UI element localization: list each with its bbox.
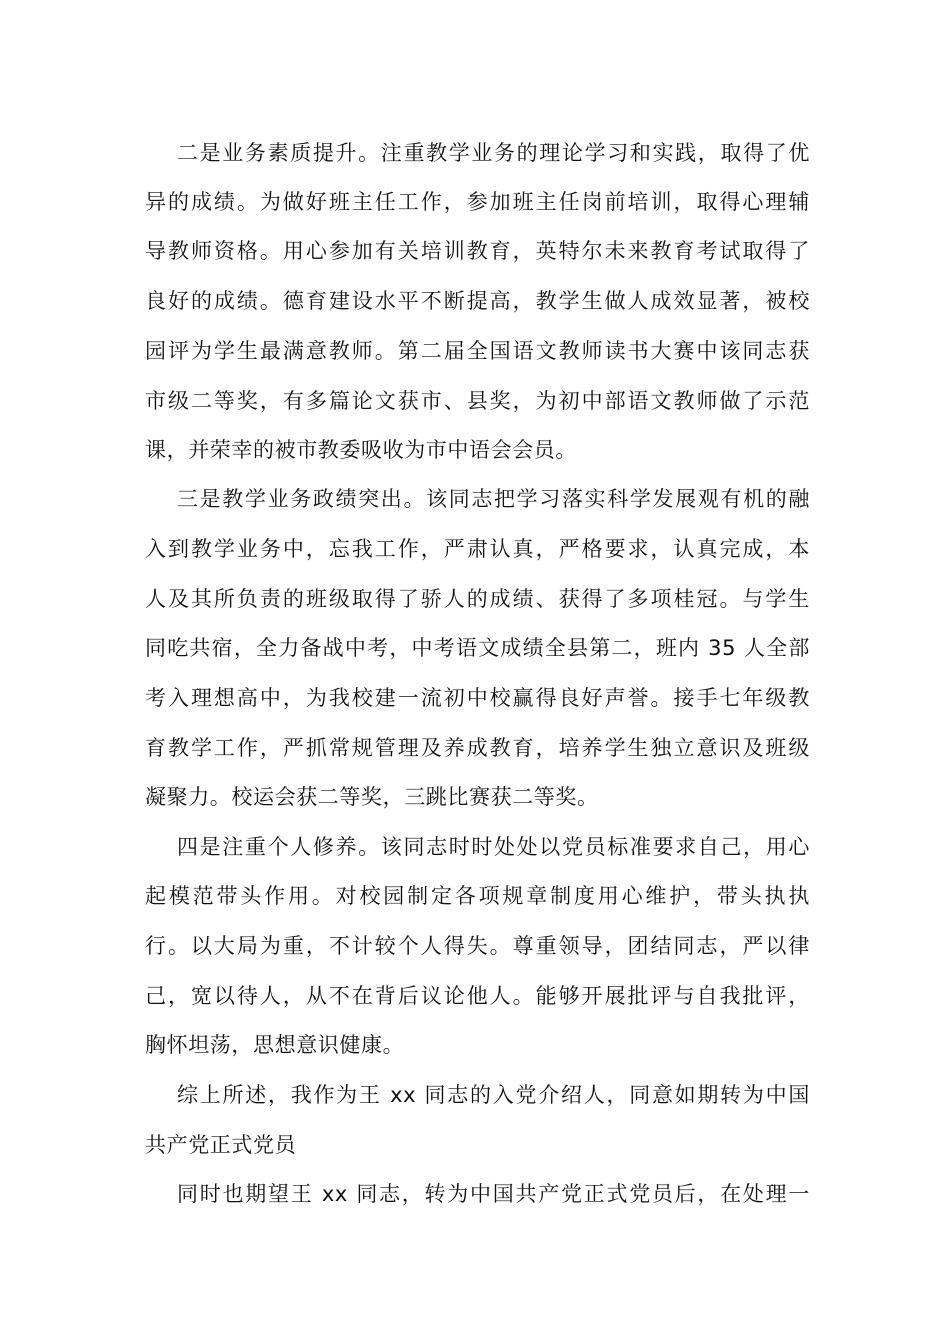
paragraph-2-line-7: 凝聚力。校运会获二等奖，三跳比赛获二等奖。 [145,785,599,809]
paragraph-3-line-4: 己，宽以待人，从不在背后议论他人。能够开展批评与自我批评， [145,984,810,1008]
paragraph-1-line-5: 园评为学生最满意教师。第二届全国语文教师读书大赛中该同志获 [145,339,810,363]
paragraph-1-line-6: 市级二等奖，有多篇论文获市、县奖，为初中部语文教师做了示范 [145,389,810,413]
paragraph-1-line-2: 异的成绩。为做好班主任工作，参加班主任岗前培训，取得心理辅 [145,190,810,214]
paragraph-3-line-3: 行。以大局为重，不计较个人得失。尊重领导，团结同志，严以律 [145,934,810,958]
paragraph-2-line-5: 考入理想高中，为我校建一流初中校赢得良好声誉。接手七年级教 [145,686,810,710]
paragraph-2-line-4: 同吃共宿，全力备战中考，中考语文成绩全县第二，班内 35 人全部 [145,636,810,660]
paragraph-3-line-1: 四是注重个人修养。该同志时时处处以党员标准要求自己，用心 [177,835,810,859]
paragraph-1-line-4: 良好的成绩。德育建设水平不断提高，教学生做人成效显著，被校 [145,289,810,313]
paragraph-3-line-2: 起模范带头作用。对校园制定各项规章制度用心维护，带头执执 [145,884,810,908]
paragraph-2-line-6: 育教学工作，严抓常规管理及养成教育，培养学生独立意识及班级 [145,736,810,760]
paragraph-1-line-7: 课，并荣幸的被市教委吸收为市中语会会员。 [145,438,577,462]
paragraph-1-line-3: 导教师资格。用心参加有关培训教育，英特尔未来教育考试取得了 [145,239,810,263]
paragraph-3-line-5: 胸怀坦荡，思想意识健康。 [145,1033,405,1057]
paragraph-4-line-2: 共产党正式党员 [145,1133,297,1157]
paragraph-1-line-1: 二是业务素质提升。注重教学业务的理论学习和实践，取得了优 [177,141,810,165]
paragraph-2-line-2: 入到教学业务中，忘我工作，严肃认真，严格要求，认真完成，本 [145,537,810,561]
paragraph-2-line-3: 人及其所负责的班级取得了骄人的成绩、获得了多项桂冠。与学生 [145,587,810,611]
paragraph-4-line-1: 综上所述，我作为王 xx 同志的入党介绍人，同意如期转为中国 [177,1083,810,1107]
paragraph-5-line-1: 同时也期望王 xx 同志，转为中国共产党正式党员后，在处理一 [177,1182,810,1206]
paragraph-2-line-1: 三是教学业务政绩突出。该同志把学习落实科学发展观有机的融 [177,487,810,511]
